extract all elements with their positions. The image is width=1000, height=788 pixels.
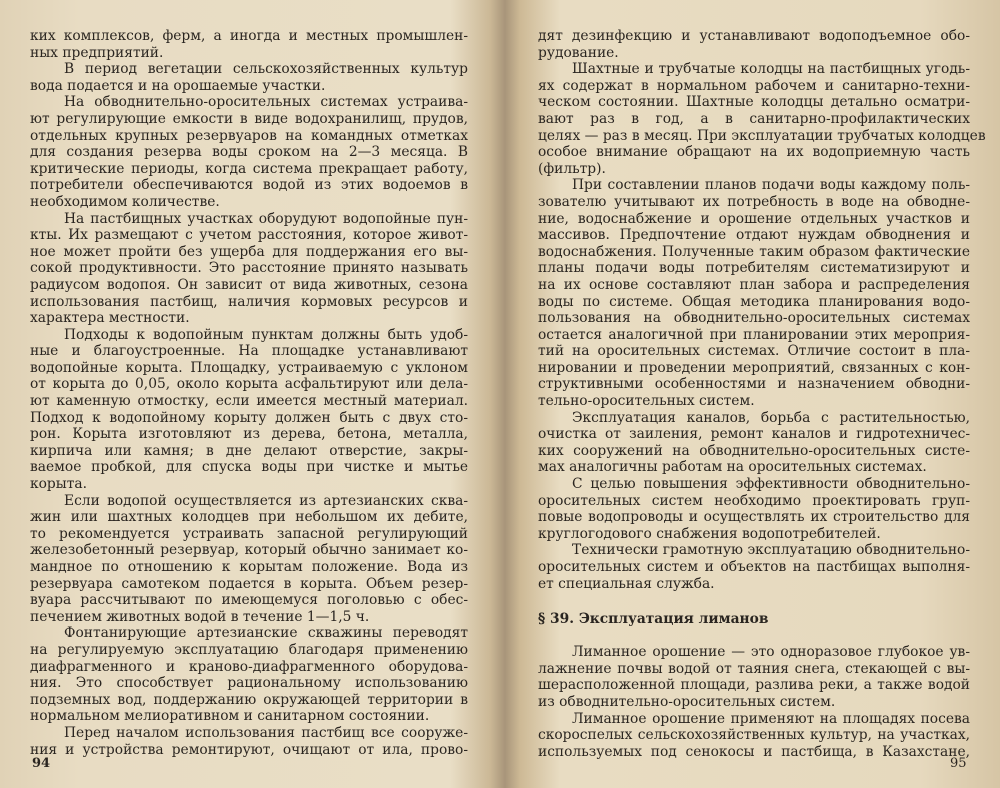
text-line: целях — раз в месяц. При эксплуатации трубчатых колодцев (538, 127, 986, 144)
text-line: Перед началом использования пастбищ все сооруже- (64, 724, 468, 741)
text-line: повые водопроводы и осуществлять их строительство для (538, 509, 970, 526)
text-line: Подход к водопойному корыту должен быть с двух сто- (30, 409, 468, 426)
text-line: использования пастбищ, наличия кормовых ресурсов и (30, 293, 468, 310)
text-line: С целью повышения эффективности обводнительно- (572, 476, 970, 493)
section-heading: § 39. Эксплуатация лиманов (538, 611, 769, 628)
text-line: корыта. (30, 476, 87, 493)
left-page-text (30, 28, 468, 758)
text-line: используемых под сенокосы и пастбища, в Казахстане, (538, 743, 970, 760)
text-line: на их основе составляют план забора и распределения (538, 276, 970, 293)
text-line: ют каменную отмостку, если имеется местный материал. (30, 393, 468, 410)
text-line: нировании и проведении мероприятий, связанных с кон- (538, 359, 970, 376)
text-line: Лиманное орошение применяют на площадях посева (572, 710, 970, 727)
text-line: На обводнительно-оросительных системах устраива- (64, 94, 468, 111)
text-line: железобетонный резервуар, который обычно занимает ко- (30, 542, 468, 559)
text-line: печением животных водой в течение 1—1,5 ч. (30, 608, 370, 625)
text-line: подземных вод, поддержанию окружающей территории в (30, 691, 468, 708)
text-line: Если водопой осуществляется из артезианских сква- (64, 492, 468, 509)
text-line: рудование. (538, 44, 619, 61)
text-line: кты. Их размещают с учетом расстояния, которое живот- (30, 227, 468, 244)
text-line: Шахтные и трубчатые колодцы на пастбищных угодь- (572, 61, 970, 78)
text-line: На пастбищных участках оборудуют водопойные пун- (64, 210, 468, 227)
text-line: потребители обеспечиваются водой из этих водоемов в (30, 177, 468, 194)
right-page-number: 95 (950, 756, 967, 771)
text-line: ких комплексов, ферм, а иногда и местных промышлен- (30, 28, 468, 44)
text-line: для создания резерва воды сроком на 2—3 месяца. В (30, 144, 468, 161)
text-line: вуара рассчитывают по имеющемуся поголовью с обес- (30, 592, 468, 609)
text-line: структивными особенностями и назначением обводни- (538, 376, 970, 393)
text-line: Лиманное орошение — это одноразовое глубокое ув- (572, 644, 970, 661)
text-line: массивов. Предпочтение отдают нуждам обводнения и (538, 227, 970, 244)
text-line: ных предприятий. (30, 44, 164, 61)
text-line: необходимом количестве. (30, 193, 220, 210)
text-line: то рекомендуется устраивать запасной регулирующий (30, 525, 468, 542)
text-line: мах аналогичны работам на оросительных системах. (538, 459, 927, 476)
text-line: ния. Это способствует рациональному использованию (30, 675, 468, 692)
text-line: ваемое пробкой, для спуска воды при чистке и мытье (30, 459, 468, 476)
text-line: жин или шахтных колодцев при небольшом их дебите, (30, 509, 468, 526)
text-line: Фонтанирующие артезианские скважины переводят (64, 625, 468, 642)
text-line: характера местности. (30, 310, 190, 327)
left-page (30, 28, 468, 758)
text-line: радиусом водопоя. Он зависит от вида животных, сезона (30, 276, 468, 293)
text-line: из обводнительно-оросительных систем. (538, 693, 836, 710)
text-line: водопойные корыта. Площадку, устраиваемую с уклоном (30, 359, 468, 376)
text-line: зователю учитывают их потребность в воде на обводне- (538, 193, 970, 210)
text-line: оросительных систем и объектов на пастбищах выполня- (538, 559, 970, 575)
text-line: мандное по отношению к корытам положение. Вода из (30, 559, 468, 575)
text-line: на регулируемую эксплуатацию благодаря применению (30, 641, 468, 658)
text-line: лажнение почвы водой от таяния снега, стекающей с вы- (538, 660, 970, 677)
text-line: особое внимание обращают на их водоприемную часть (538, 144, 970, 161)
text-line: сокой продуктивности. Это расстояние принято называть (30, 260, 468, 277)
text-line: пользования на обводнительно-оросительных системах (538, 310, 970, 327)
text-line: критические периоды, когда система прекращает работу, (30, 160, 468, 177)
text-line: ют регулирующие емкости в виде водохранилищ, прудов, (30, 110, 468, 127)
text-line: остается аналогичной при планировании этих мероприя- (538, 326, 970, 343)
text-line: вают раз в год, а в санитарно-профилактических (538, 110, 970, 127)
text-line: отдельных крупных резервуаров на командных отметках (30, 127, 468, 144)
text-line: Эксплуатация каналов, борьба с растительностью, (572, 409, 970, 426)
text-line: Подходы к водопойным пунктам должны быть удоб- (64, 326, 468, 343)
text-line: ких сооружений на обводнительно-оросительных систе- (538, 442, 970, 459)
text-line: (фильтр). (538, 160, 606, 177)
text-line: от корыта до 0,05, около корыта асфальтируют или дела- (30, 376, 468, 393)
text-line: Технически грамотную эксплуатацию обводнительно- (572, 542, 970, 559)
text-line: ные и благоустроенные. На площадке устанавливают (30, 343, 468, 360)
right-page-text-bottom (538, 644, 970, 760)
text-line: нормальном мелиоративном и санитарном состоянии. (30, 708, 430, 725)
text-line: шерасположенной площади, разлива реки, а также водой (538, 677, 970, 694)
text-line: тий на оросительных системах. Отличие состоит в пла- (538, 343, 970, 360)
text-line: круглогодового снабжения водопотребителей. (538, 525, 881, 542)
text-line: резервуара самотеком подается в корыта. Объем резер- (30, 575, 468, 592)
text-line: При составлении планов подачи воды каждому поль- (572, 177, 970, 194)
text-line: вода подается и на орошаемые участки. (30, 77, 326, 94)
text-line: кирпича или камня; в дне делают отверстие, закры- (30, 442, 468, 459)
right-page (538, 28, 986, 760)
text-line: ное может пройти без ущерба для поддержания его вы- (30, 243, 468, 260)
text-line: воды по системе. Общая методика планирования водо- (538, 293, 970, 310)
text-line: оросительных систем необходимо проектировать груп- (538, 492, 970, 509)
text-line: В период вегетации сельскохозяйственных культур (64, 61, 468, 78)
text-line: дят дезинфекцию и устанавливают водоподъемное обо- (538, 28, 970, 44)
text-line: ческом состоянии. Шахтные колодцы детально осматри- (538, 94, 970, 111)
text-line: скороспелых сельскохозяйственных культур, на участках, (538, 727, 970, 744)
left-page-number: 94 (32, 756, 51, 771)
text-line: тельно-оросительных систем. (538, 393, 755, 410)
text-line: ния и устройства ремонтируют, очищают от ила, прово- (30, 741, 468, 758)
right-page-text-top (538, 28, 986, 592)
text-line: планы подачи воды потребителям систематизируют и (538, 260, 970, 277)
text-line: рон. Корыта изготовляют из дерева, бетона, металла, (30, 426, 468, 443)
text-line: водоснабжения. Полученные таким образом фактические (538, 243, 970, 260)
text-line: диафрагменного и краново-диафрагменного оборудова- (30, 658, 468, 675)
text-line: ние, водоснабжение и орошение отдельных участков и (538, 210, 970, 227)
text-line: очистка от заиления, ремонт каналов и гидротехничес- (538, 426, 970, 443)
text-line: ет специальная служба. (538, 575, 715, 592)
text-line: ях содержат в нормальном рабочем и санитарно-техни- (538, 77, 970, 94)
